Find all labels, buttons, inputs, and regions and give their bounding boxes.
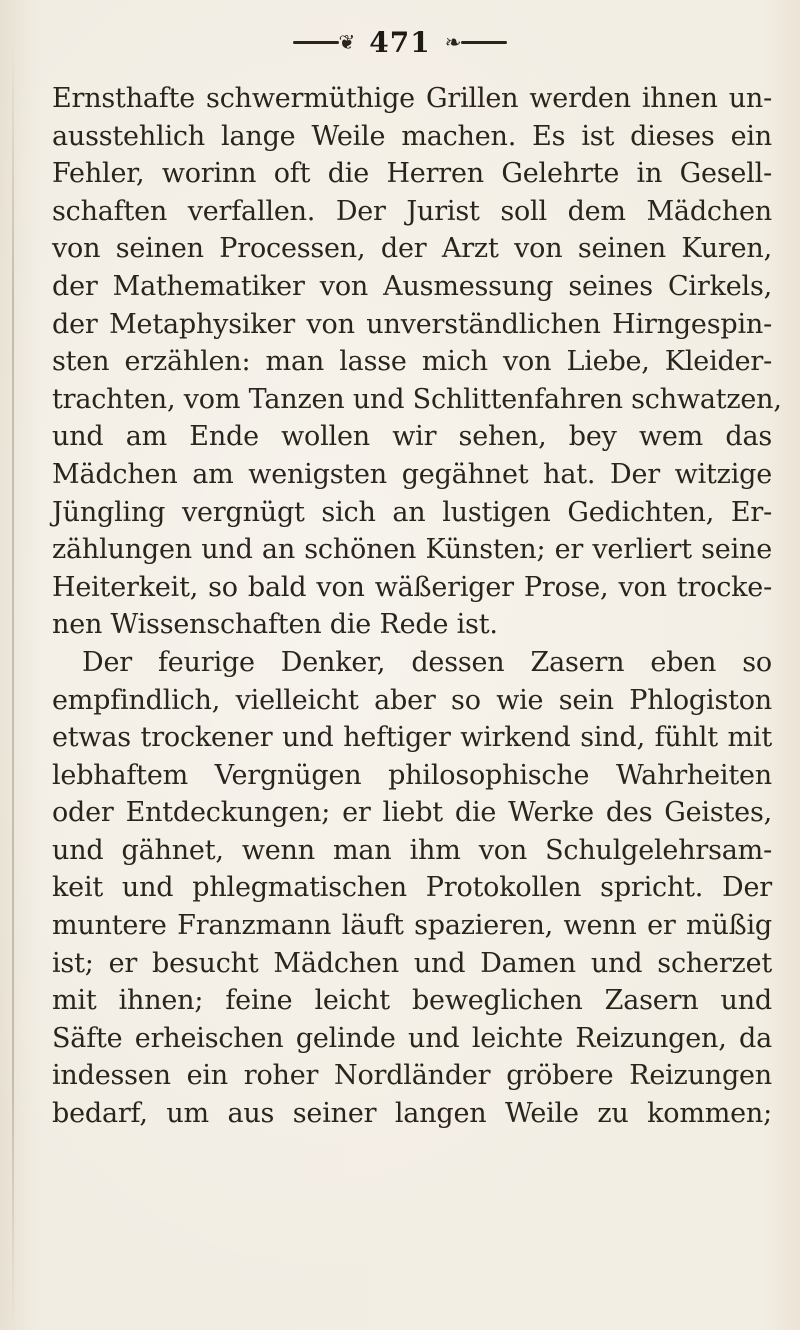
text-line: Heiterkeit, so bald von wäßeriger Prose, von trocke- [52, 571, 772, 603]
text-line: und am Ende wollen wir sehen, bey wem das [52, 421, 772, 453]
text-line: ist; er besucht Mädchen und Damen und scherzet [52, 947, 772, 979]
text-line: sten erzählen: man lasse mich von Liebe, Kleider- [52, 346, 772, 378]
left-ornament-icon: ❦ [293, 32, 356, 52]
body-text [52, 80, 782, 1133]
paragraph-start-line: Der feurige Denker, dessen Zasern eben so [82, 646, 772, 678]
text-line: Fehler, worinn oft die Herren Gelehrte in Gesell- [52, 158, 772, 190]
binding-shadow [12, 40, 14, 1330]
text-line: bedarf, um aus seiner langen Weile zu kommen; [52, 1098, 772, 1130]
text-line: mit ihnen; feine leicht beweglichen Zasern und [52, 985, 772, 1017]
text-line: der Metaphysiker von unverständlichen Hirngespin- [52, 308, 772, 340]
paragraph-end-line: nen Wissenschaften die Rede ist. [52, 609, 498, 641]
text-line: schaften verfallen. Der Jurist soll dem Mädchen [52, 195, 772, 227]
text-line: lebhaftem Vergnügen philosophische Wahrheiten [52, 759, 772, 791]
text-line: etwas trockener und heftiger wirkend sind, fühlt mit [52, 722, 772, 754]
text-line: der Mathematiker von Ausmessung seines Cirkels, [52, 270, 772, 302]
page-header [0, 22, 800, 62]
text-line: Jüngling vergnügt sich an lustigen Gedichten, Er- [52, 496, 772, 528]
text-line: oder Entdeckungen; er liebt die Werke des Geistes, [52, 797, 772, 829]
text-line: zählungen und an schönen Künsten; er verliert seine [52, 534, 772, 566]
text-line: empfindlich, vielleicht aber so wie sein Phlogiston [52, 684, 772, 716]
text-line: ausstehlich lange Weile machen. Es ist dieses ein [52, 120, 772, 152]
text-line: Ernsthafte schwermüthige Grillen werden ihnen un- [52, 83, 772, 114]
text-line: Säfte erheischen gelinde und leichte Reizungen, da [52, 1022, 772, 1054]
text-line: von seinen Processen, der Arzt von seinen Kuren, [52, 233, 772, 265]
text-line: indessen ein roher Nordländer gröbere Reizungen [52, 1060, 772, 1092]
right-ornament-icon: ❧ [445, 32, 508, 52]
text-line: und gähnet, wenn man ihm von Schulgelehrsam- [52, 834, 772, 866]
text-line: trachten, vom Tanzen und Schlittenfahren schwatzen, [52, 383, 782, 415]
text-line: muntere Franzmann läuft spazieren, wenn er müßig [52, 910, 772, 942]
text-line: keit und phlegmatischen Protokollen spricht. Der [52, 872, 772, 904]
text-line: Mädchen am wenigsten gegähnet hat. Der witzige [52, 458, 772, 490]
page-number: 471 [369, 25, 431, 59]
